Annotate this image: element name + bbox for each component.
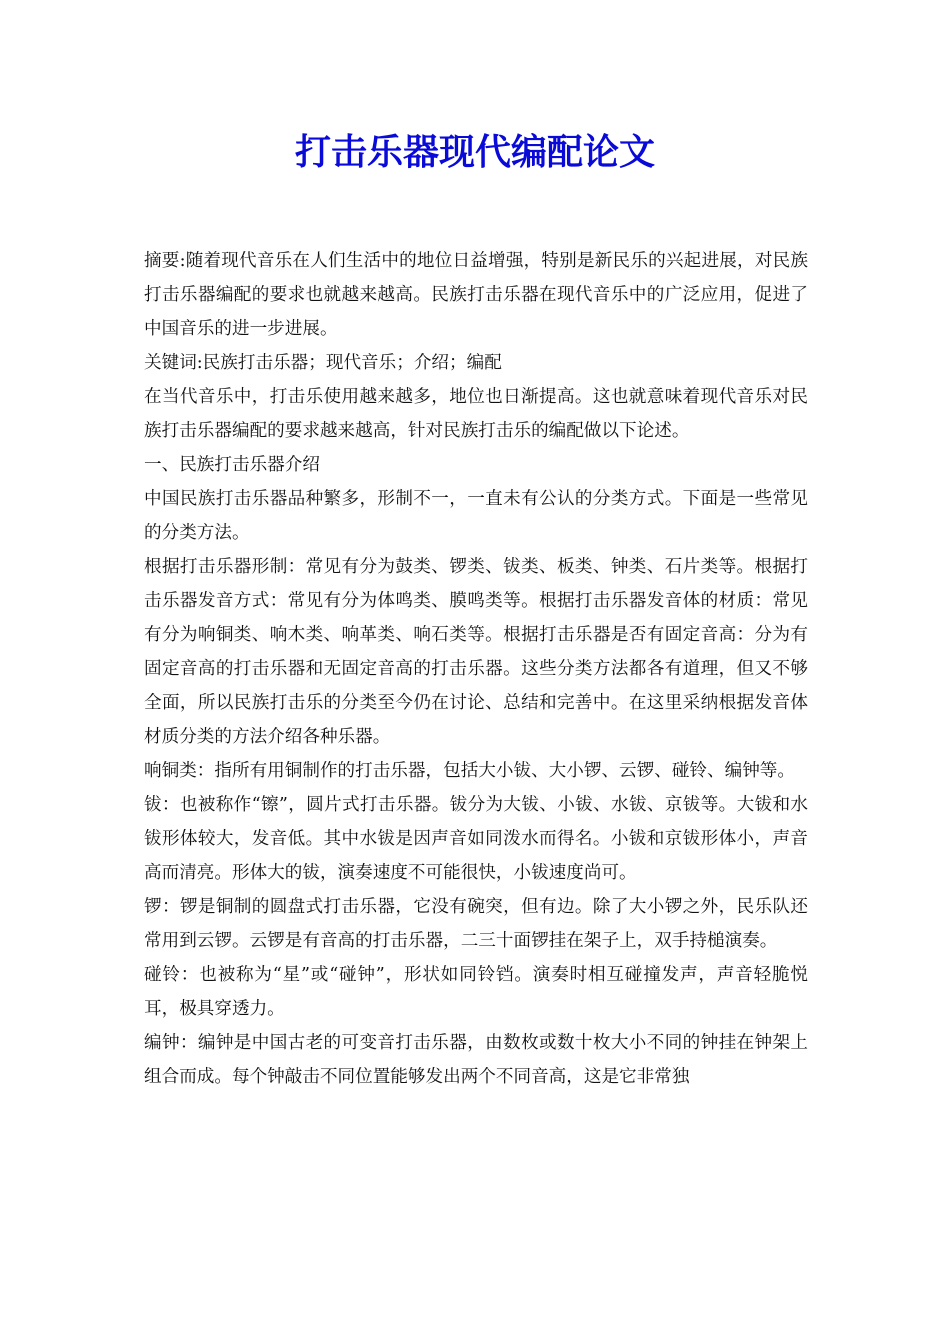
document-title: 打击乐器现代编配论文 xyxy=(294,131,655,173)
document-body xyxy=(144,244,808,1094)
body-paragraph: 中国民族打击乐器品种繁多，形制不一，一直未有公认的分类方式。下面是一些常见的分类方法。 xyxy=(144,489,808,543)
body-paragraph: 锣：锣是铜制的圆盘式打击乐器，它没有碗突，但有边。除了大小锣之外，民乐队还常用到云锣。云锣是有音高的打击乐器，二三十面锣挂在架子上，双手持槌演奏。 xyxy=(144,897,808,951)
keywords-paragraph: 关键词:民族打击乐器；现代音乐；介绍；编配 xyxy=(144,353,502,373)
body-paragraph: 碰铃：也被称为“星”或“碰钟”，形状如同铃铛。演奏时相互碰撞发声，声音轻脆悦耳，极具穿透力。 xyxy=(144,965,808,1019)
body-paragraph: 根据打击乐器形制：常见有分为鼓类、锣类、钹类、板类、钟类、石片类等。根据打击乐器发音方式：常见有分为体鸣类、膜鸣类等。根据打击乐器发音体的材质：常见有分为响铜类、响木类、响革类、响石类等。根据打击乐器是否有固定音高：分为有固定音高的打击乐器和无固定音高的打击乐器。这些分类方法都各有道理，但又不够全面，所以民族打击乐的分类至今仍在讨论、总结和完善中。在这里采纳根据发音体材质分类的方法介绍各种乐器。 xyxy=(144,557,808,747)
section-heading-1: 一、民族打击乐器介绍 xyxy=(144,455,320,475)
abstract-paragraph: 摘要:随着现代音乐在人们生活中的地位日益增强，特别是新民乐的兴起进展，对民族打击乐器编配的要求也就越来越高。民族打击乐器在现代音乐中的广泛应用，促进了中国音乐的进一步进展。 xyxy=(144,251,808,339)
body-paragraph: 编钟：编钟是中国古老的可变音打击乐器，由数枚或数十枚大小不同的钟挂在钟架上组合而成。每个钟敲击不同位置能够发出两个不同音高，这是它非常独 xyxy=(144,1033,808,1087)
body-paragraph: 响铜类：指所有用铜制作的打击乐器，包括大小钹、大小锣、云锣、碰铃、编钟等。 xyxy=(144,761,795,781)
body-paragraph: 钹：也被称作“镲”，圆片式打击乐器。钹分为大钹、小钹、水钹、京钹等。大钹和水钹形体较大，发音低。其中水钹是因声音如同泼水而得名。小钹和京钹形体小，声音高而清亮。形体大的钹，演奏速度不可能很快，小钹速度尚可。 xyxy=(144,795,808,883)
intro-paragraph: 在当代音乐中，打击乐使用越来越多，地位也日渐提高。这也就意味着现代音乐对民族打击乐器编配的要求越来越高，针对民族打击乐的编配做以下论述。 xyxy=(144,387,808,441)
